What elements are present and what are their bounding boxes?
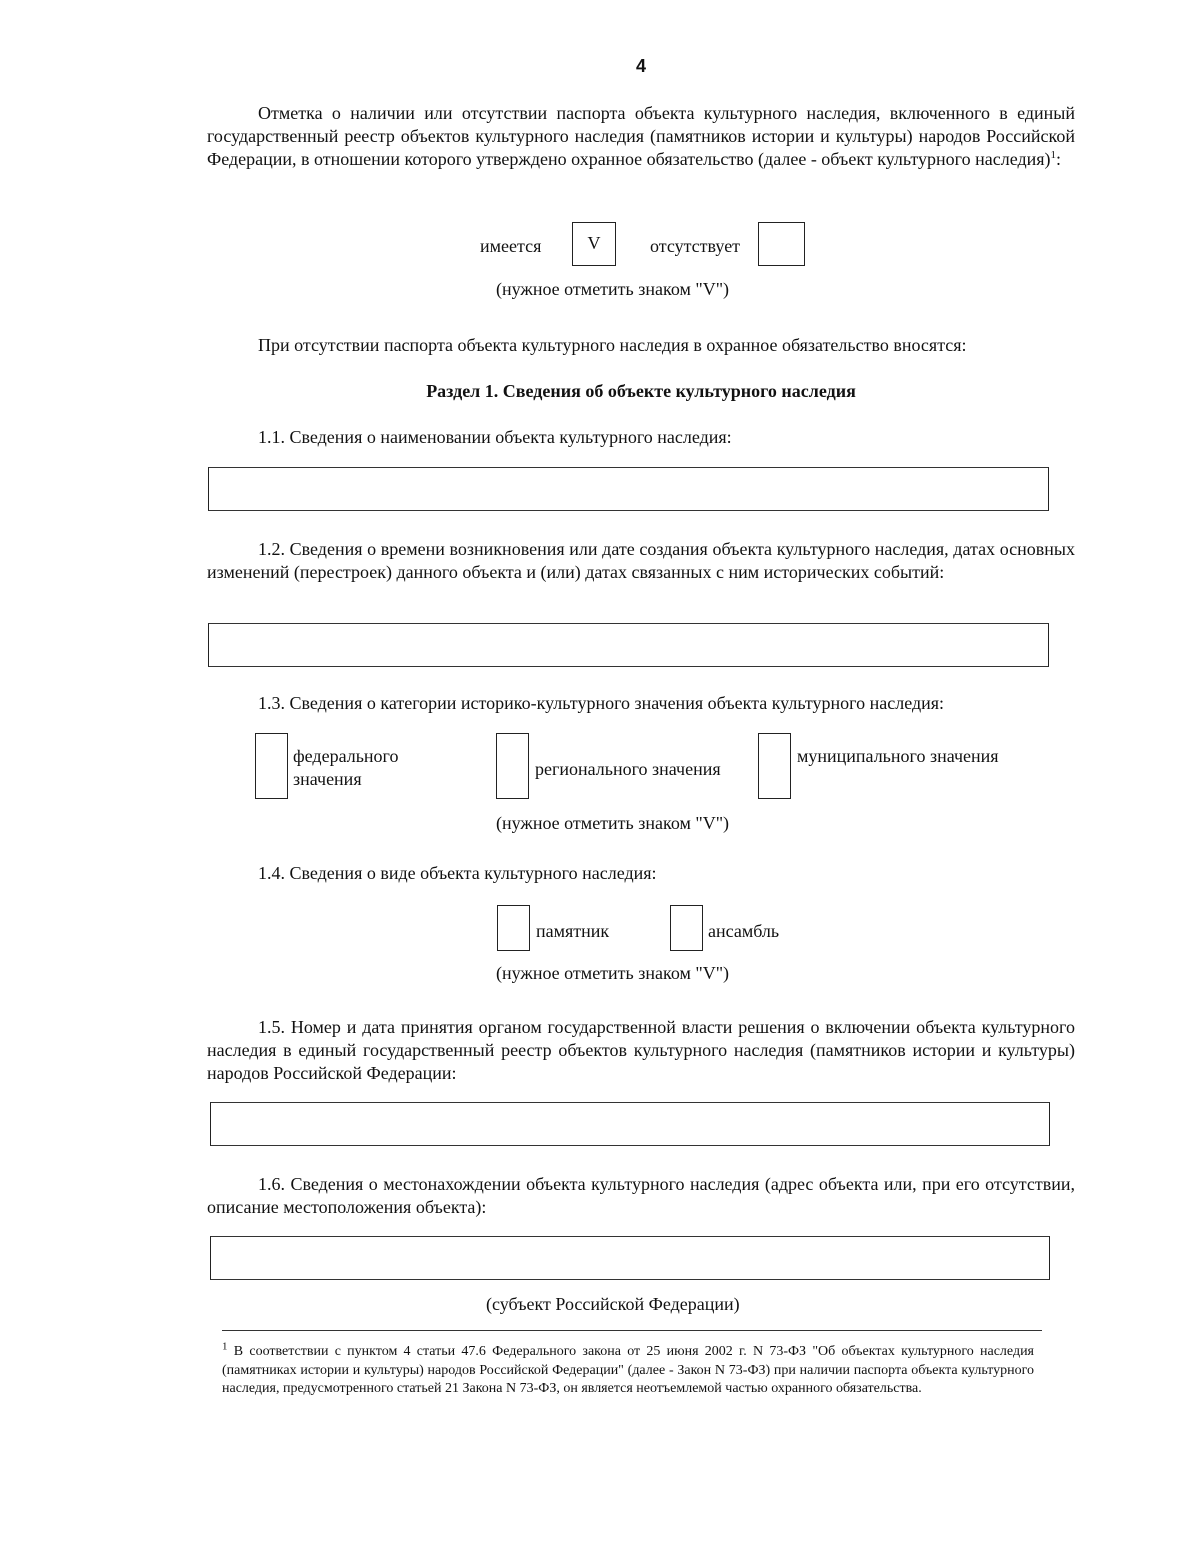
item-1-1-field[interactable] <box>208 467 1049 511</box>
passport-hint: (нужное отметить знаком "V") <box>496 279 730 299</box>
footnote <box>222 1340 1034 1399</box>
footnote-reference: 1 <box>1050 149 1057 161</box>
intro-paragraph <box>207 102 1075 171</box>
regional-checkbox[interactable] <box>496 733 529 799</box>
section-title: Раздел 1. Сведения об объекте культурного наследия <box>426 381 856 401</box>
footnote-mark: 1 <box>222 1340 228 1353</box>
federal-label: федерального значения <box>293 746 399 789</box>
item-1-1-label: 1.1. Сведения о наименовании объекта культурного наследия: <box>258 427 732 447</box>
item-1-4-label: 1.4. Сведения о виде объекта культурного наследия: <box>258 863 657 883</box>
present-checkbox[interactable]: V <box>572 222 616 266</box>
intro-tail: : <box>1056 149 1062 169</box>
footnote-separator <box>222 1330 1042 1331</box>
intro-text: Отметка о наличии или отсутствии паспорта объекта культурного наследия, включенного в единый государственный реестр объектов культурного наследия (памятников истории и культуры) народов Российской Федерации, в отношении которого утверждено охранное обязательство (далее - объект культурного наследия) <box>207 103 1075 169</box>
type-hint: (нужное отметить знаком "V") <box>496 963 730 983</box>
federal-checkbox[interactable] <box>255 733 288 799</box>
category-hint: (нужное отметить знаком "V") <box>496 813 730 833</box>
item-1-3-label: 1.3. Сведения о категории историко-культурного значения объекта культурного наследия: <box>258 693 945 713</box>
monument-label: памятник <box>536 921 610 941</box>
no-passport-note: При отсутствии паспорта объекта культурного наследия в охранное обязательство вносятся: <box>258 335 967 355</box>
item-1-6-field[interactable] <box>210 1236 1050 1280</box>
regional-label: регионального значения <box>535 759 721 779</box>
item-1-2-label: 1.2. Сведения о времени возникновения или дате создания объекта культурного наследия, датах основных изменений (перестроек) данного объекта и (или) датах связанных с ним исторических событий: <box>207 539 1075 582</box>
municipal-checkbox[interactable] <box>758 733 791 799</box>
present-label: имеется <box>480 236 542 256</box>
municipal-label: муниципального значения <box>797 746 999 766</box>
ensemble-label: ансамбль <box>708 921 780 941</box>
item-1-6-label: 1.6. Сведения о местонахождении объекта культурного наследия (адрес объекта или, при его отсутствии, описание местоположения объекта): <box>207 1174 1075 1217</box>
absent-checkbox[interactable] <box>758 222 805 266</box>
ensemble-checkbox[interactable] <box>670 905 703 951</box>
item-1-2-field[interactable] <box>208 623 1049 667</box>
monument-checkbox[interactable] <box>497 905 530 951</box>
item-1-5-label: 1.5. Номер и дата принятия органом государственной власти решения о включении объекта культурного наследия в единый государственный реестр объектов культурного наследия (памятников истории и культуры) народов Российской Федерации: <box>207 1017 1075 1083</box>
item-1-5-field[interactable] <box>210 1102 1050 1146</box>
item-1-6-caption: (субъект Российской Федерации) <box>486 1294 740 1314</box>
absent-label: отсутствует <box>650 236 741 256</box>
footnote-text: В соответствии с пунктом 4 статьи 47.6 Федерального закона от 25 июня 2002 г. N 73-ФЗ "Об объектах культурного наследия (памятниках истории и культуры) народов Российской Федерации" (далее - Закон N 73-ФЗ) при наличии паспорта объекта культурного наследия, предусмотренного статьей 21 Закона N 73-ФЗ, он является неотъемлемой частью охранного обязательства. <box>222 1344 1034 1396</box>
page-number: 4 <box>635 56 646 76</box>
